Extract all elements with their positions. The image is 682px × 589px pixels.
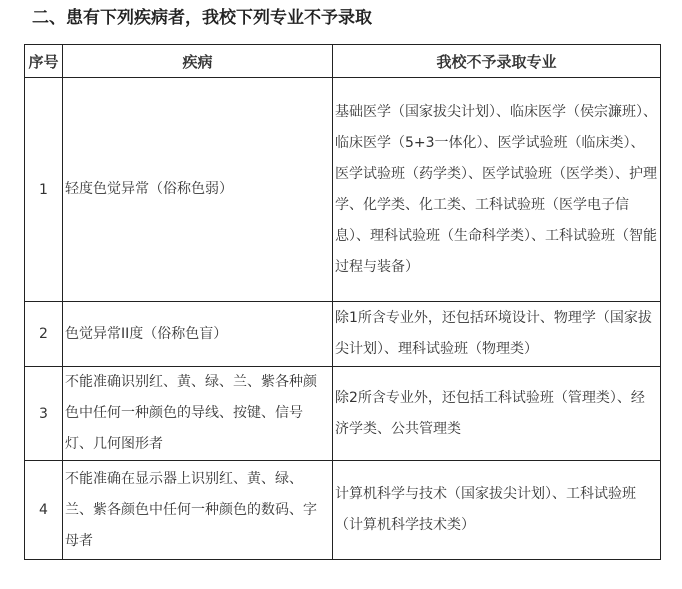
table-row	[25, 302, 661, 367]
row-number: 2	[25, 302, 63, 367]
majors-cell: 除2所含专业外，还包括工科试验班（管理类）、经济学类、公共管理类	[333, 367, 661, 461]
majors-cell: 计算机科学与技术（国家拔尖计划）、工科试验班（计算机科学技术类）	[333, 461, 661, 560]
row-number: 1	[25, 78, 63, 302]
table-row	[25, 461, 661, 560]
majors-cell: 除1所含专业外，还包括环境设计、物理学（国家拔尖计划）、理科试验班（物理类）	[333, 302, 661, 367]
column-header-disease: 疾病	[63, 45, 333, 78]
table-row	[25, 367, 661, 461]
section-heading: 二、患有下列疾病者，我校下列专业不予录取	[32, 8, 372, 28]
column-header-number: 序号	[25, 45, 63, 78]
majors-cell: 基础医学（国家拔尖计划）、临床医学（侯宗濂班）、临床医学（5+3一体化）、医学试验班（临床类）、医学试验班（药学类）、医学试验班（医学类）、护理学、化学类、化工类、工科试验班（医学电子信息）、理科试验班（生命科学类）、工科试验班（智能过程与装备）	[333, 78, 661, 302]
column-header-majors: 我校不予录取专业	[333, 45, 661, 78]
disease-cell: 色觉异常II度（俗称色盲）	[63, 302, 333, 367]
disease-cell: 不能准确在显示器上识别红、黄、绿、兰、紫各颜色中任何一种颜色的数码、字母者	[63, 461, 333, 560]
admission-restriction-table	[24, 44, 661, 560]
table-row	[25, 78, 661, 302]
disease-cell: 轻度色觉异常（俗称色弱）	[63, 78, 333, 302]
table-header-row	[25, 45, 661, 78]
row-number: 4	[25, 461, 63, 560]
disease-cell: 不能准确识别红、黄、绿、兰、紫各种颜色中任何一种颜色的导线、按键、信号灯、几何图形者	[63, 367, 333, 461]
row-number: 3	[25, 367, 63, 461]
